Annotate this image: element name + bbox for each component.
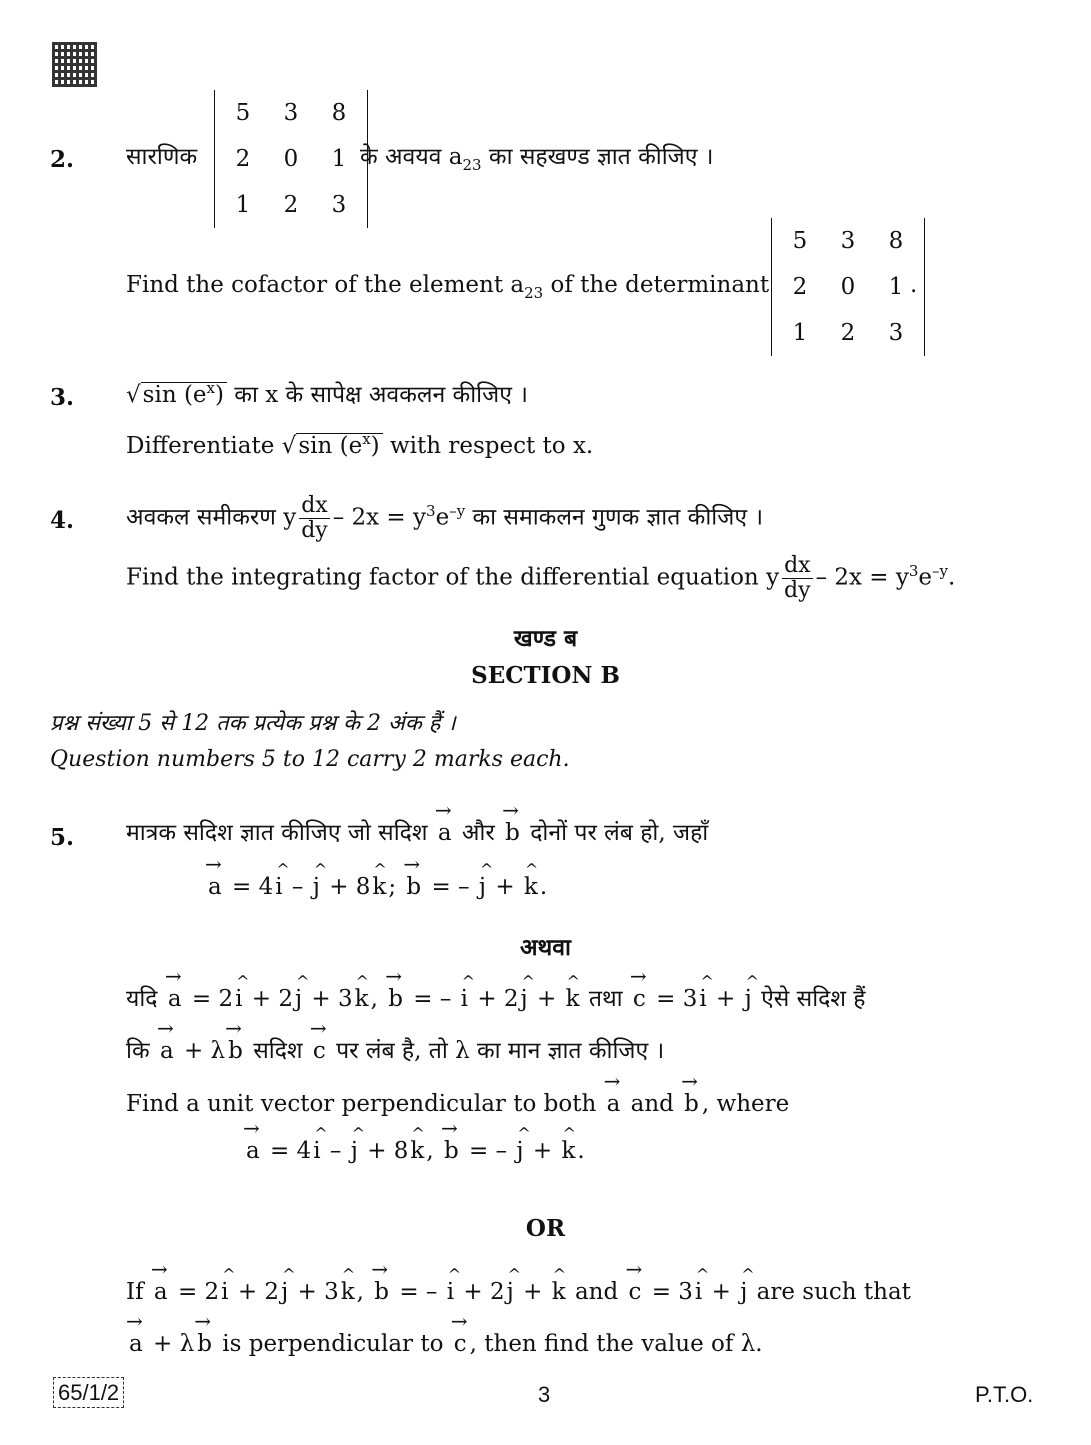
op: , [426,1138,434,1164]
word-ki: कि [126,1038,150,1064]
superscript: –y [449,501,466,520]
vector-a: → a [607,1093,621,1116]
op: – [291,874,304,900]
radicand-post: ) [370,433,380,459]
det-cell: 5 [235,100,251,126]
q5-en-pre: Find a unit vector perpendicular to both [126,1091,597,1117]
q2-hindi-end: का सहखण्ड ज्ञात कीजिए । [488,144,714,170]
question-number: 5. [50,824,75,851]
op: + [537,986,557,1012]
unit-j: ^ j [479,876,486,899]
var-y: y [766,564,780,591]
vector-b: → b [406,876,421,899]
word-if: If [126,1279,144,1305]
op: + 2 [463,1279,505,1305]
section-heading: SECTION B [471,662,620,689]
unit-k: ^ k [410,1140,424,1163]
unit-j: ^ j [281,1281,288,1304]
op: + [523,1279,543,1305]
op: = – [469,1138,508,1164]
var-y: y [283,504,297,531]
vector-a: → a [246,1140,260,1163]
q3-english-line [126,430,594,459]
q3-en-post: with respect to x. [389,433,594,459]
or-hindi: अथवा [519,934,571,961]
det-cell: 1 [235,192,251,218]
op: + [495,874,515,900]
op: ; [388,874,397,900]
op: . [539,874,548,900]
question-number: 4. [50,507,75,534]
vector-b: → b [684,1093,699,1116]
frac-num: dx [784,553,811,578]
q5-english-line1 [126,1093,789,1116]
q5-hindi-line4 [126,1040,664,1063]
unit-i: ^ i [699,988,706,1011]
op: + 2 [237,1279,280,1305]
var-e: e [435,504,450,531]
op: + 3 [311,986,353,1012]
unit-k: ^ k [566,988,580,1011]
frac-num: dx [301,493,328,518]
op: + [711,1279,731,1305]
det-cell: 0 [840,274,856,300]
unit-i: ^ i [447,1281,454,1304]
unit-i: ^ i [275,876,282,899]
section-heading-hindi: खण्ड ब [513,625,578,652]
unit-i: ^ i [695,1281,702,1304]
q4-hindi-pre: अवकल समीकरण [126,504,276,531]
op: = 2 [177,1279,220,1305]
q2-en-post: of the determinant [550,272,770,298]
vector-b: → b [388,988,403,1011]
vector-a: → a [438,822,452,845]
det-cell: 1 [792,320,808,346]
q2-hindi-text [360,144,714,174]
qr-code [52,42,97,87]
q2-determinant-hindi [214,90,368,228]
unit-k: ^ k [341,1281,355,1304]
unit-j: ^ j [351,1140,358,1163]
superscript: 3 [908,561,919,580]
op: = 3 [656,986,698,1012]
word-perp: is perpendicular to [222,1331,444,1357]
vector-c: → c [454,1333,467,1356]
unit-k: ^ k [561,1140,575,1163]
paper-code-text: 65/1/2 [53,1377,124,1408]
word-tatha: तथा [588,986,623,1012]
q5-hindi-line3-post: ऐसे सदिश हैं [761,986,866,1012]
vector-b: → b [228,1040,243,1063]
word-such-that: are such that [756,1279,911,1305]
op: + 8 [329,874,371,900]
det-cell: 2 [235,146,251,172]
q4-hindi-line [126,494,763,543]
det-cell: 3 [840,228,856,254]
vector-c: → c [313,1040,326,1063]
q2-hindi-post: के अवयव a [360,144,463,170]
unit-k: ^ k [524,876,538,899]
op: , [356,1279,364,1305]
op: . [577,1138,585,1164]
det-cell: 3 [283,100,299,126]
fraction [299,494,330,543]
op: – [329,1138,342,1164]
q5-english-eq [243,1140,585,1163]
q2-english-text [126,272,770,302]
unit-j: ^ j [745,988,752,1011]
page-number: 3 [538,1382,551,1407]
det-cell: 8 [888,228,904,254]
word-aur: और [461,820,495,846]
var-e: e [918,564,933,591]
q5-hindi-post: दोनों पर लंब हो, जहाँ [530,820,709,846]
q2-en-pre: Find the cofactor of the element a [126,272,525,298]
eq-mid: – 2x = y [332,504,427,531]
det-cell: 8 [331,100,347,126]
det-cell: 2 [283,192,299,218]
q5-hindi-line3 [126,988,866,1011]
radicand-pre: sin (e [142,382,207,408]
question-number: 2. [50,146,75,173]
unit-j: ^ j [507,1281,514,1304]
op: = – [399,1279,438,1305]
paper-code [53,1380,124,1406]
op: = 4 [270,1138,312,1164]
det-cell: 3 [331,192,347,218]
or-english: OR [525,1215,566,1242]
unit-i: ^ i [313,1140,320,1163]
vector-b: → b [374,1281,389,1304]
radicand-pre: sin (e [298,433,363,459]
op: + λ [183,1038,226,1064]
sqrt-icon: √ [126,382,141,408]
q5-hindi-line4-post: पर लंब है, तो λ का मान ज्ञात कीजिए । [336,1038,665,1064]
word-and: and [630,1091,674,1117]
superscript: 3 [426,501,436,520]
op: + 8 [367,1138,409,1164]
frac-den: dy [784,578,811,603]
det-cell: 1 [331,146,347,172]
det-cell: 5 [792,228,808,254]
vector-a: → a [168,988,182,1011]
word-sadish: सदिश [253,1038,303,1064]
superscript: x [362,430,371,448]
unit-j: ^ j [521,988,528,1011]
question-number: 3. [50,384,75,411]
sqrt-icon: √ [281,433,297,459]
q5-en-end: , then find the value of λ. [469,1331,763,1357]
radicand [296,430,382,459]
unit-i: ^ i [235,988,242,1011]
det-cell: 0 [283,146,299,172]
vector-b: → b [197,1333,212,1356]
vector-b: → b [444,1140,459,1163]
vector-a: → a [129,1333,143,1356]
word-yadi: यदि [126,986,158,1012]
q4-en-pre: Find the integrating factor of the differential equation [126,564,759,591]
unit-j: ^ j [295,988,302,1011]
eq-mid: – 2x = y [815,564,909,591]
vector-a: → a [160,1040,174,1063]
vector-c: → c [633,988,646,1011]
op: , [370,986,378,1012]
op: + [532,1138,553,1164]
q4-en-end: . [948,564,956,591]
det-cell: 3 [888,320,904,346]
op: + 2 [477,986,519,1012]
op: + 3 [297,1279,339,1305]
op: + λ [153,1331,195,1357]
unit-k: ^ k [355,988,369,1011]
vector-a: → a [208,876,222,899]
pto-label: P.T.O. [975,1382,1034,1407]
frac-den: dy [301,518,328,543]
vector-a: → a [154,1281,168,1304]
op: = 3 [651,1279,693,1305]
superscript: x [206,379,215,397]
unit-j: ^ j [313,876,320,899]
q2-determinant-english [771,218,925,356]
det-cell: 2 [840,320,856,346]
op: + 2 [251,986,293,1012]
q2-hindi-pre: सारणिक [126,144,198,170]
q4-english-line [126,554,955,603]
subscript: 23 [524,284,544,302]
vector-b: → b [505,822,520,845]
word-where: , where [701,1091,790,1117]
word-and: and [574,1279,619,1305]
q3-en-pre: Differentiate [126,433,275,459]
superscript: –y [932,561,949,580]
q3-hindi-post: का x के सापेक्ष अवकलन कीजिए । [234,382,528,408]
radicand-post: ) [215,382,224,408]
q5-hindi-eq [205,876,547,899]
q2-en-end: . [910,272,918,298]
fraction [782,554,813,603]
det-cell: 2 [792,274,808,300]
op: = 2 [191,986,234,1012]
q5-english-line4 [126,1333,763,1356]
section-note-english: Question numbers 5 to 12 carry 2 marks each. [50,747,570,772]
q5-hindi-pre: मात्रक सदिश ज्ञात कीजिए जो सदिश [126,820,428,846]
unit-i: ^ i [461,988,468,1011]
det-cell: 1 [888,274,904,300]
radicand [141,379,227,408]
q5-hindi-line1 [126,822,708,845]
section-note-hindi: प्रश्न संख्या 5 से 12 तक प्रत्येक प्रश्न के 2 अंक हैं । [50,711,456,736]
subscript: 23 [462,156,482,174]
op: = – [431,874,470,900]
unit-i: ^ i [221,1281,228,1304]
unit-k: ^ k [552,1281,566,1304]
op: = – [413,986,452,1012]
q3-hindi-line [126,379,528,408]
op: + [716,986,736,1012]
q5-english-line3 [126,1281,911,1304]
unit-j: ^ j [516,1140,523,1163]
vector-c: → c [629,1281,642,1304]
unit-k: ^ k [372,876,386,899]
q4-hindi-post: का समाकलन गुणक ज्ञात कीजिए । [472,504,764,531]
unit-j: ^ j [740,1281,747,1304]
op: = 4 [232,874,274,900]
